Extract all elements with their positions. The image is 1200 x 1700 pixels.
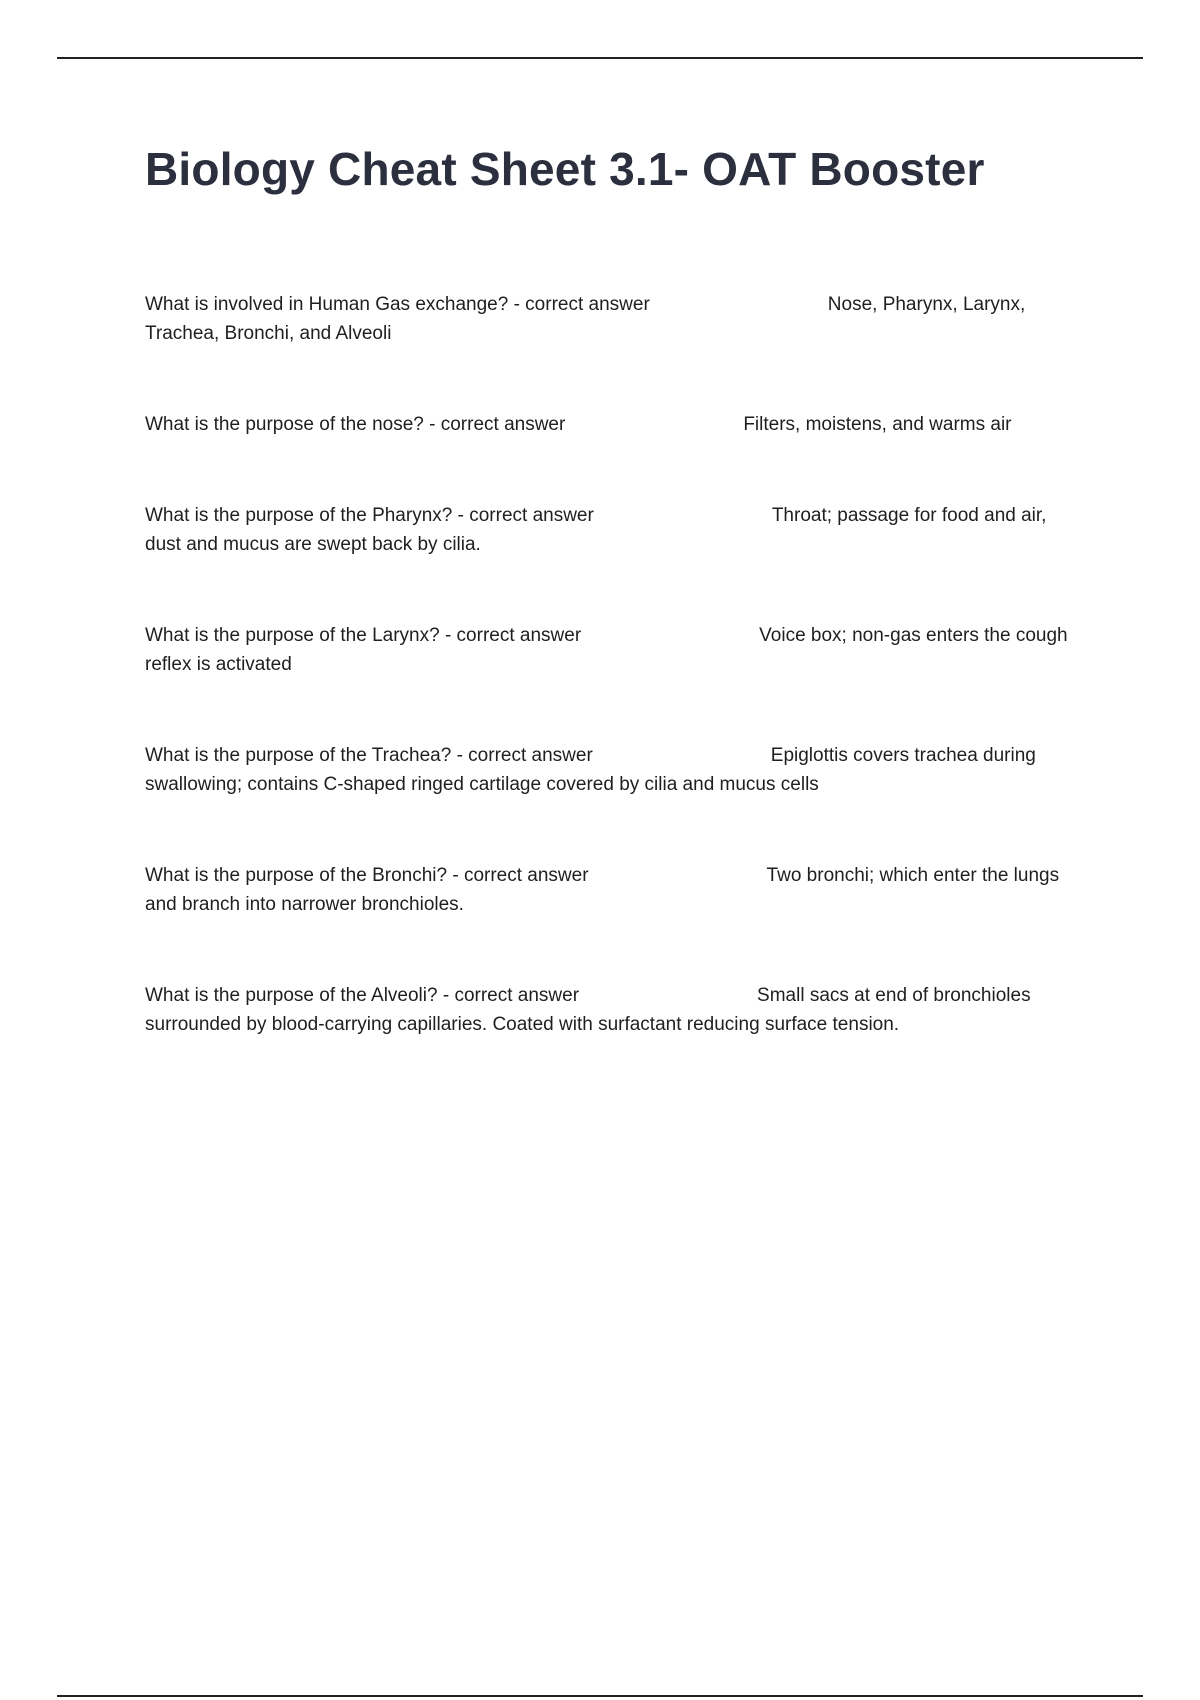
question-text: What is the purpose of the Trachea? - correct answer	[145, 745, 593, 766]
answer-text: Filters, moistens, and warms air	[743, 414, 1012, 435]
qa-item	[145, 861, 1085, 919]
top-divider	[57, 57, 1143, 59]
answer-text: Small sacs at end of bronchioles surrounded by blood-carrying capillaries. Coated with surfactant reducing surface tension.	[145, 985, 1031, 1035]
answer-text: Throat; passage for food and air, dust and mucus are swept back by cilia.	[145, 505, 1047, 555]
answer-text: Voice box; non-gas enters the cough reflex is activated	[145, 625, 1068, 675]
document-title: Biology Cheat Sheet 3.1- OAT Booster	[145, 143, 985, 195]
answer-text: Epiglottis covers trachea during swallowing; contains C-shaped ringed cartilage covered by cilia and mucus cells	[145, 745, 1036, 795]
qa-item	[145, 741, 1085, 799]
qa-item	[145, 410, 1085, 439]
qa-list	[145, 290, 1085, 1101]
question-text: What is the purpose of the nose? - correct answer	[145, 414, 566, 435]
question-text: What is the purpose of the Bronchi? - correct answer	[145, 865, 589, 886]
qa-item	[145, 621, 1085, 679]
bottom-divider	[57, 1695, 1143, 1697]
qa-item	[145, 981, 1085, 1039]
qa-item	[145, 501, 1085, 559]
question-text: What is the purpose of the Pharynx? - correct answer	[145, 505, 594, 526]
question-text: What is involved in Human Gas exchange? - correct answer	[145, 294, 650, 315]
answer-text: Two bronchi; which enter the lungs and branch into narrower bronchioles.	[145, 865, 1060, 915]
qa-item	[145, 290, 1085, 348]
question-text: What is the purpose of the Alveoli? - correct answer	[145, 985, 580, 1006]
question-text: What is the purpose of the Larynx? - correct answer	[145, 625, 582, 646]
answer-text: Nose, Pharynx, Larynx, Trachea, Bronchi, and Alveoli	[145, 294, 1026, 344]
